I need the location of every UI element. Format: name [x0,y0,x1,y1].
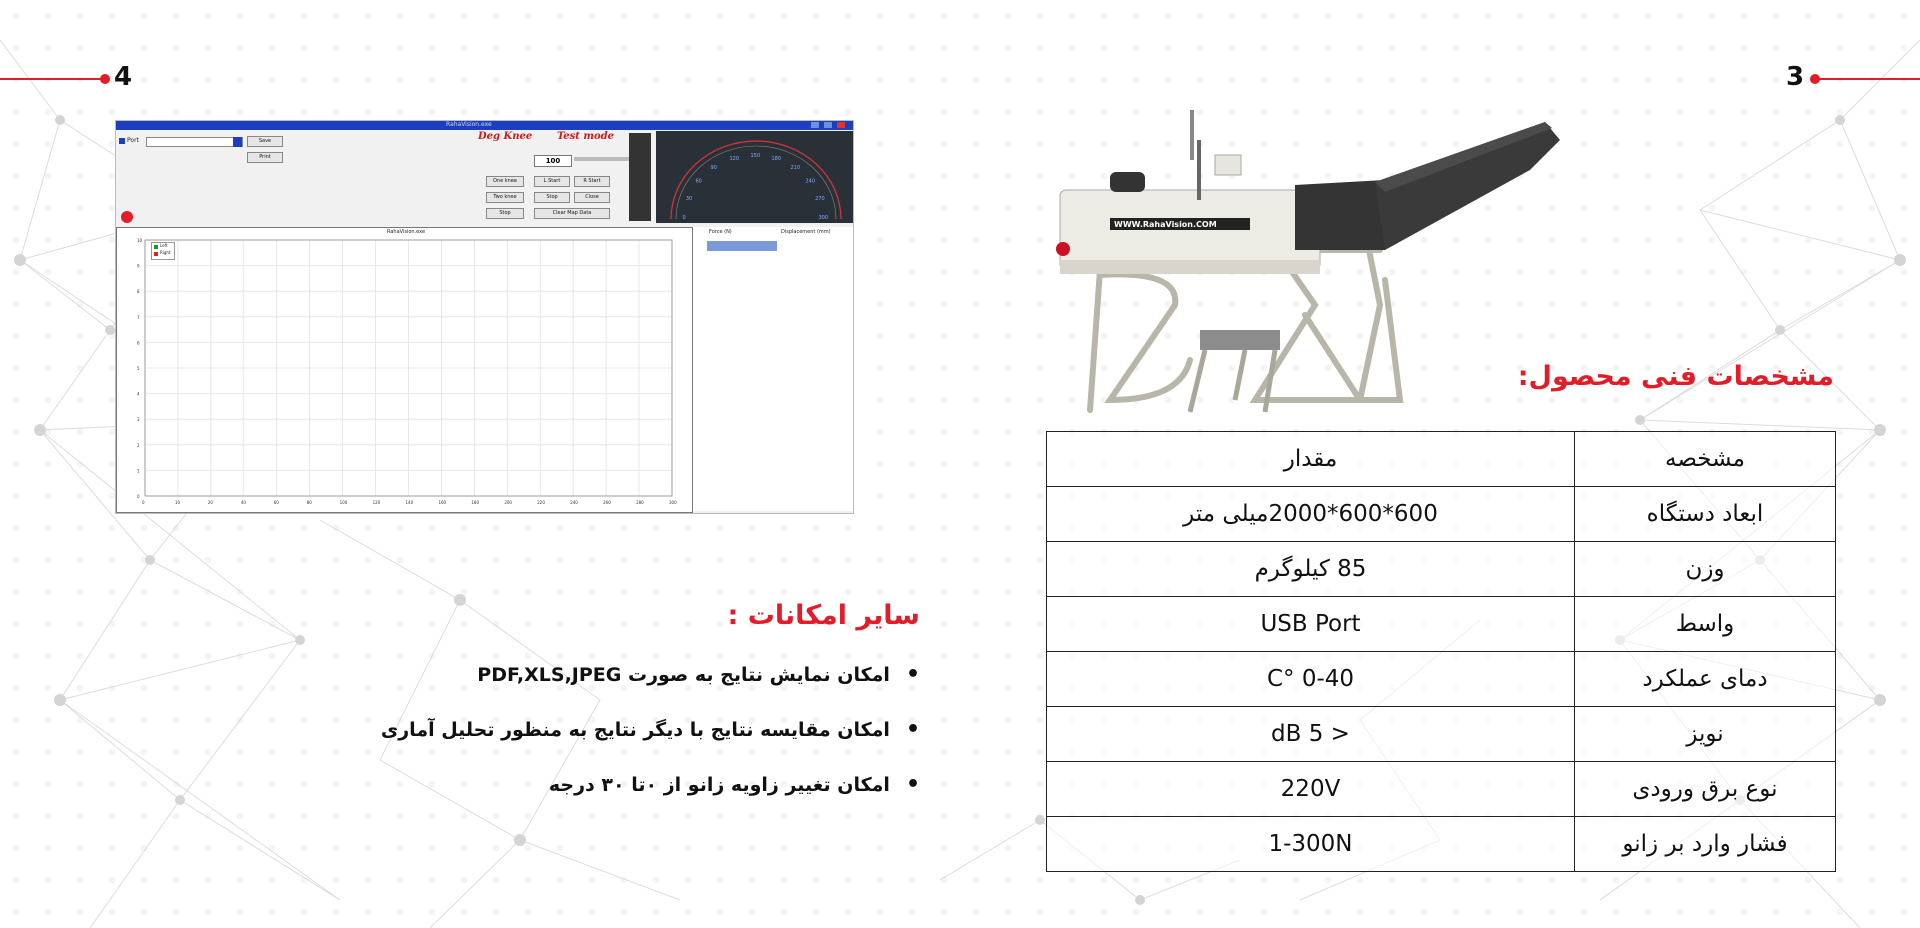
x-tick-label: 80 [306,500,312,505]
table-selected-row [707,241,777,251]
gauge-dial [656,131,853,223]
spec-value: USB Port [1047,597,1575,652]
table-row [1047,542,1836,597]
x-tick-label: 120 [372,500,381,505]
y-tick-label: 10 [137,238,143,243]
port-indicator-icon [119,138,125,144]
y-tick-label: 1 [137,468,140,474]
spec-param: وزن [1575,542,1836,597]
x-tick-label: 220 [537,500,545,505]
print-button: Print [247,152,283,163]
page-marker-line-left [0,78,104,80]
table-header-force: Force (N) [709,229,732,235]
maximize-icon [824,122,832,128]
one-knee-button: One knee [486,176,524,187]
results-plot [116,227,693,513]
page-marker-dot-left [100,74,110,84]
test-mode-title: Test mode [557,131,614,142]
feature-text: امکان مقایسه نتایج با دیگر نتایج به منظور تحلیل آماری [380,719,890,741]
y-tick-label: 9 [137,263,140,269]
gauge-tick-label: 150 [750,153,761,159]
x-tick-label: 10 [174,500,181,505]
plot-canvas [117,228,692,512]
table-row [1047,762,1836,817]
y-tick-label: 3 [137,417,140,423]
x-tick-label: 60 [273,500,279,505]
spec-table [1046,431,1836,872]
spec-value: 0-40 °C [1047,652,1575,707]
y-tick-label: 4 [137,391,140,397]
bullet-icon: • [905,772,920,797]
x-tick-label: 200 [504,500,512,505]
spec-header-param: مشخصه [1575,432,1836,487]
list-item [381,765,920,820]
product-device-illustration [1040,100,1570,420]
x-tick-label: 20 [207,500,213,505]
spec-heading: مشخصات فنی محصول: [1517,361,1834,392]
gauge-tick-label: 0 [682,215,686,221]
y-tick-label: 8 [137,289,140,295]
spec-param: نویز [1575,707,1836,762]
legend-left-label: Left [160,243,168,248]
bullet-icon: • [905,717,920,742]
spec-header-value: مقدار [1047,432,1575,487]
bullet-icon: • [905,662,920,687]
gauge-tick-label: 210 [790,164,801,171]
x-tick-label: 160 [438,500,447,505]
force-input: 100 [534,155,572,167]
feature-text: امکان تغییر زاویه زانو از ۰تا ۳۰ درجه [548,774,890,796]
gauge-tick-label: 240 [805,178,816,185]
y-tick-label: 5 [137,366,140,371]
spec-param: فشار وارد بر زانو [1575,817,1836,872]
table-row [1047,707,1836,762]
page-marker-line-right [1816,78,1920,80]
legend-right-swatch [154,252,158,256]
spec-value: 1-300N [1047,817,1575,872]
plot-title: RahaVision.exe [387,229,426,235]
stop-test-button: Stop [534,192,570,203]
x-tick-label: 0 [142,500,145,505]
x-tick-label: 240 [570,500,578,505]
two-knee-button: Two knee [486,192,524,203]
save-button: Save [247,136,283,147]
status-led-icon [121,211,133,223]
gauge-tick-label: 120 [729,156,740,163]
y-tick-label: 2 [137,442,140,448]
x-tick-label: 180 [471,500,480,505]
legend-left-swatch [154,245,158,249]
minimize-icon [811,122,819,128]
deg-knee-title: Deg Knee [478,131,533,142]
list-item [381,710,920,765]
x-tick-label: 100 [339,500,348,505]
spec-param: واسط [1575,597,1836,652]
spec-value: 85 کیلوگرم [1047,542,1575,597]
table-header-displacement: Displacement (mm) [781,229,831,235]
feature-text: امکان نمایش نتایج به صورت PDF,XLS,JPEG [477,664,890,686]
port-label: Port [127,137,139,144]
list-item [381,655,920,710]
features-heading: سایر امکانات : [727,600,920,631]
clear-map-data-button: Clear Map Data [534,208,610,219]
legend-right-label: Right [160,250,171,255]
gauge-tick-label: 30 [685,195,693,202]
x-tick-label: 260 [603,500,611,505]
spec-value: 220V [1047,762,1575,817]
gauge-tick-label: 300 [818,215,829,221]
table-row [1047,652,1836,707]
gauge-tick-label: 90 [710,164,717,171]
software-screenshot [115,120,854,514]
features-list [381,655,920,820]
software-window-title: RahaVision.exe [446,121,492,128]
data-table [693,227,853,511]
table-row [1047,597,1836,652]
x-tick-label: 280 [636,500,644,505]
y-tick-label: 6 [137,340,140,346]
y-tick-label: 0 [137,494,140,499]
plot-legend [151,242,175,260]
gauge-tick-label: 180 [771,156,782,163]
left-start-button: L Start [534,176,570,187]
angle-slider [629,133,651,221]
close-icon [837,122,845,128]
spec-param: نوع برق ورودی [1575,762,1836,817]
y-tick-label: 7 [137,314,140,320]
right-start-button: R Start [574,176,610,187]
gauge-tick-label: 270 [815,195,825,202]
close-button: Close [574,192,610,203]
page-number-right: 3 [1786,62,1805,92]
device-brand-label: WWW.RahaVision.COM [1114,220,1217,229]
x-tick-label: 300 [669,500,677,505]
spec-param: دمای عملکرد [1575,652,1836,707]
spec-value: < 5 dB [1047,707,1575,762]
angle-gauge [656,131,853,223]
x-tick-label: 140 [405,500,414,505]
chevron-down-icon [233,137,242,147]
stop-button: Stop [486,208,524,219]
port-select [146,137,243,147]
table-row [1047,487,1836,542]
spec-value: 600*600*2000میلی متر [1047,487,1575,542]
table-row [1047,817,1836,872]
gauge-tick-label: 60 [695,178,702,185]
x-tick-label: 40 [240,500,246,505]
table-header-row [1047,432,1836,487]
spec-param: ابعاد دستگاه [1575,487,1836,542]
page-number-left: 4 [114,62,133,92]
